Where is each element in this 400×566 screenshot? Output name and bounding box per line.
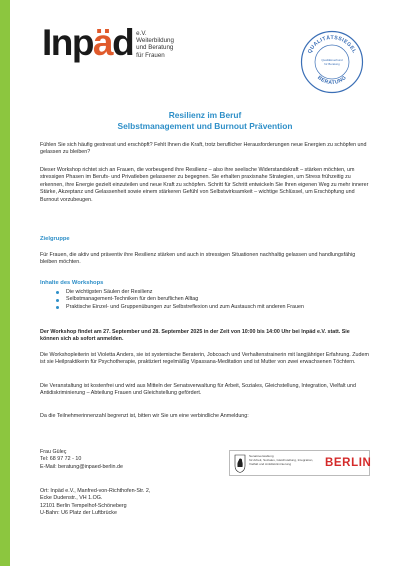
list-item: Selbstmanagement-Techniken für den beruflichen Alltag <box>56 296 366 303</box>
senate-department-text: Senatsverwaltung für Arbeit, Soziales, Gleichstellung, Integration, Vielfalt und Antidiskriminierung <box>249 454 314 466</box>
description-paragraph: Dieser Workshop richtet sich an Frauen, die vorbeugend ihre Resilienz – also ihre seelische Widerstandskraft – stärken möchten, um stressigen Phasen im Berufs- und Privatleben gelassener zu begegnen. Sie erhalten praxisnahe Strategien, um Stress frühzeitig zu erkennen, ihre Energie gezielt einzuteilen und neue Kraft zu schöpfen. Schritt für Schritt entwickeln Sie Ihren eigenen Weg zu mehr innerer Stärke, Akzeptanz und Gelassenheit sowie einem stärkeren Gefühl von Selbstwirksamkeit – wichtige Schlüssel, um Erschöpfung und Burnout vorzubeugen. <box>40 167 369 203</box>
list-item: Praktische Einzel- und Gruppenübungen zur Selbstreflexion und zum Austausch mit anderen Frauen <box>56 304 366 311</box>
berlin-wordmark: BERLIN <box>325 457 372 469</box>
list-item: Die wichtigsten Säulen der Resilienz <box>56 289 366 296</box>
left-accent-bar <box>0 0 10 566</box>
quality-seal <box>300 30 364 94</box>
logo-wordmark: Inpäd <box>42 22 134 63</box>
intro-paragraph: Fühlen Sie sich häufig gestresst und erschöpft? Fehlt Ihnen die Kraft, trotz beruflicher Herausforderungen neue Energien zu schöpfen und gelassen zu bleiben? <box>40 142 367 156</box>
inpaed-logo <box>42 22 174 63</box>
seal-top-text: QUALITÄTSSIEGEL <box>306 34 358 55</box>
berlin-senate-logo <box>229 450 370 476</box>
seal-middle-line-1: Qualitätsverbund <box>321 58 343 62</box>
seal-bottom-text: BERATUNG <box>316 74 348 87</box>
berlin-bear-icon <box>234 454 246 473</box>
funding-paragraph: Die Veranstaltung ist kostenfrei und wird aus Mitteln der Senatsverwaltung für Arbeit, Soziales, Gleichstellung, Integration, Vielfalt und Antidiskriminierung – Abteilung Frauen und Gleichstellung gefördert. <box>40 383 356 397</box>
page-title: Resilienz im Beruf Selbstmanagement und Burnout Prävention <box>117 110 293 131</box>
contact-phone: Tel: 68 97 72 - 10 <box>40 456 82 463</box>
dates-paragraph: Der Workshop findet am 27. September und 28. September 2025 in der Zeit von 10:00 bis 14:00 Uhr bei Inpäd e.V. statt. Sie können sich ab sofort anmelden. <box>40 329 350 343</box>
contents-heading: Inhalte des Workshops <box>40 280 104 286</box>
leader-paragraph: Die Workshopleiterin ist Violetta Anders, sie ist systemische Beraterin, Jobcoach und Verhaltenstrainerin mit langjähriger Erfahrung. Zudem ist sie Heilpraktikerin für Psychotherapie, praktiziert regelmäßig Vipassana-Meditation und ist Mutter von zwei erwachsenen Töchtern. <box>40 352 369 366</box>
logo-subtitle: e.V. Weiterbildung und Beratung für Frauen <box>136 30 174 59</box>
contact-name: Frau Güleç <box>40 449 67 455</box>
seal-middle-line-2: für Beratung <box>324 62 340 66</box>
target-heading: Zielgruppe <box>40 236 70 242</box>
registration-paragraph: Da die Teilnehmerinnenzahl begrenzt ist, bitten wir Sie um eine verbindliche Anmeldung: <box>40 413 249 419</box>
target-paragraph: Für Frauen, die aktiv und präventiv ihre Resilienz stärken und auch in stressigen Situationen nachhaltig gelassen und handlungsfähig bleiben möchten. <box>40 252 356 266</box>
contact-email[interactable]: E-Mail: beratung@inpaed-berlin.de <box>40 463 123 470</box>
address-block: Ort: Inpäd e.V., Manfred-von-Richthofen-Str. 2, Ecke Dudenstr., VH 1.OG. 12101 Berlin Tempelhof-Schöneberg U-Bahn: U6 Platz der Luftbrücke <box>40 488 151 517</box>
contents-list <box>56 289 366 311</box>
contact-block <box>40 449 220 471</box>
